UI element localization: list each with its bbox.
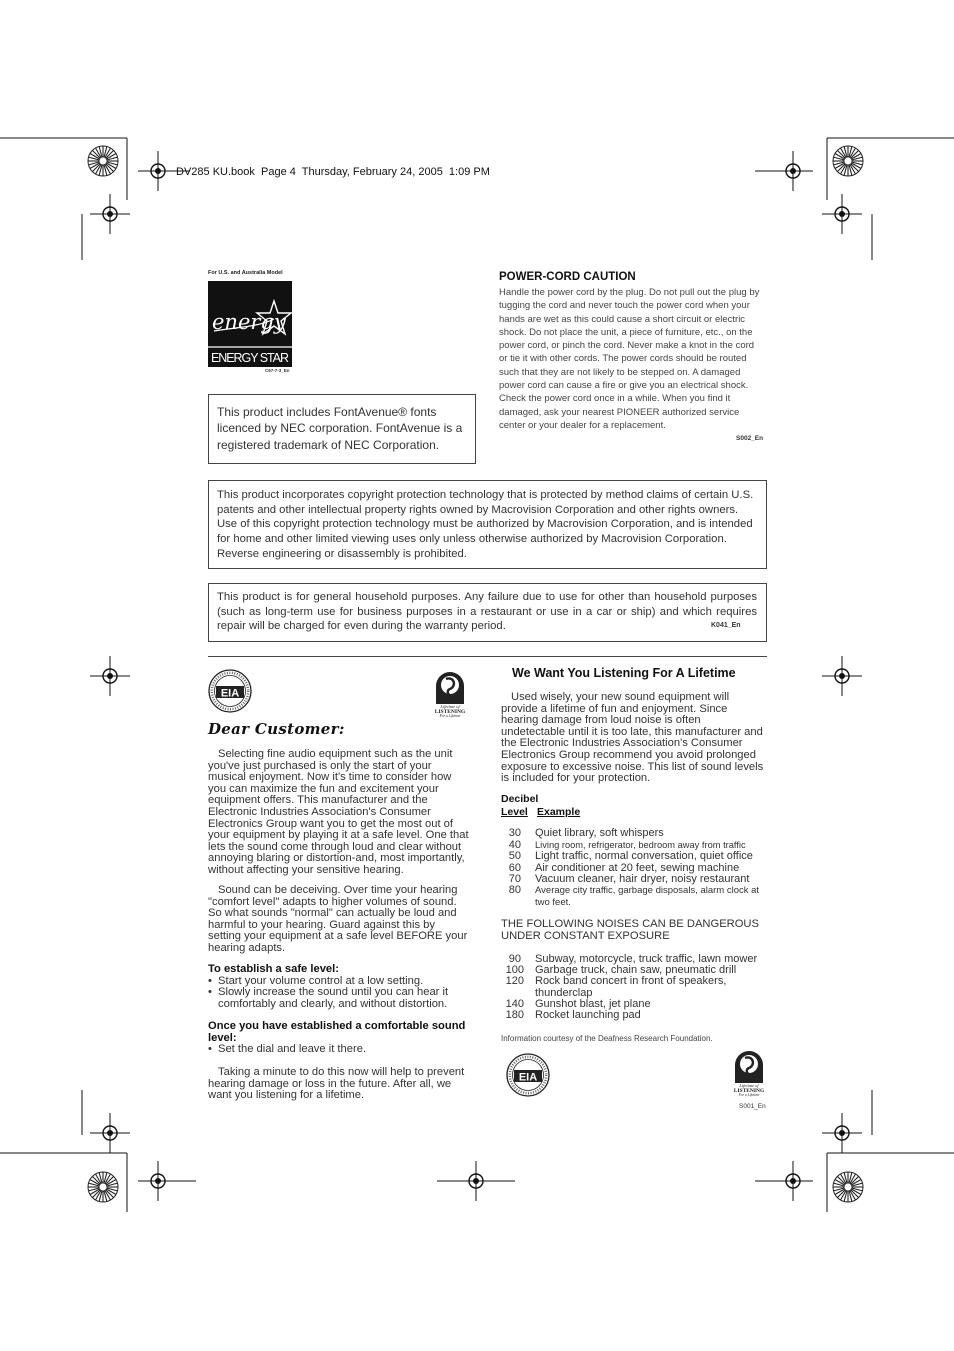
danger-level: 90 <box>508 953 521 965</box>
danger-example: Garbage truck, chain saw, pneumatic drill <box>535 964 737 976</box>
household-notice-text: This product is for general household purposes. Any failure due to use for other than household purposes (such as long-term use for business purposes in a restaurant or use in a car or ship) and which requires repair will be charged for even during the warranty period. <box>217 591 757 633</box>
book-info-line: DV285 KU.book Page 4 Thursday, February 24, 2005 1:09 PM <box>176 166 490 178</box>
decibel-example: Light traffic, normal conversation, quiet office <box>535 850 753 862</box>
safe-level-item-text: Slowly increase the sound until you can hear it comfortably and clearly, and without distortion. <box>218 986 449 1010</box>
dear-paragraph-1: Selecting fine audio equipment such as the unit you've just purchased is only the start of your musical enjoyment. Now it's time to consider how you can maximize the fun and excitement your equipment offers. This manufacturer and the Electronic Industries Association's Consumer Electronics Group want you to get the most out of your equipment by playing it at a safe level. One that lets the sound come through loud and clear without annoying blaring or distortion-and, most importantly, without affecting your sensitive hearing. <box>208 748 469 876</box>
listening-main-text: LISTENING <box>434 709 466 715</box>
listening-main-text: LISTENING <box>733 1088 765 1094</box>
danger-level: 120 <box>505 975 524 987</box>
listening-bottom-text: For a Lifetime <box>738 1093 760 1097</box>
fontavenue-notice-box <box>208 394 476 464</box>
bullet: • <box>208 975 212 987</box>
listening-logo-bottom <box>731 1045 768 1097</box>
macrovision-notice-box <box>208 480 767 569</box>
fontavenue-notice-text: This product includes FontAvenue® fonts licenced by NEC corporation. FontAvenue is a registered trademark of NEC Corporation. <box>217 405 463 452</box>
safe-level-item-text: Start your volume control at a low setting. <box>218 975 424 987</box>
section-divider <box>208 656 767 657</box>
decibel-example: Air conditioner at 20 feet, sewing machine <box>535 862 740 874</box>
energy-code: C67-7-3_En <box>265 368 290 373</box>
decibel-example: Average city traffic, garbage disposals, alarm clock at two feet. <box>535 885 760 908</box>
eia-logo-text: EIA <box>220 687 240 700</box>
eia-logo-bottom <box>506 1053 550 1097</box>
bullet: • <box>208 986 212 998</box>
decibel-example: Quiet library, soft whispers <box>535 827 664 839</box>
model-note: For U.S. and Australia Model <box>208 270 283 276</box>
listening-bottom-text: For a Lifetime <box>439 714 461 718</box>
power-cord-code: S002_En <box>736 435 764 442</box>
comfortable-level-title: Once you have established a comfortable sound level: <box>208 1020 466 1044</box>
info-credit: Information courtesy of the Deafness Research Foundation. <box>501 1034 713 1043</box>
decibel-example: Vacuum cleaner, hair dryer, noisy restaurant <box>535 873 750 885</box>
power-cord-title: POWER-CORD CAUTION <box>499 271 636 283</box>
decibel-level: 30 <box>508 827 521 839</box>
danger-example: Gunshot blast, jet plane <box>535 998 651 1010</box>
example-column-header: Example <box>537 806 581 818</box>
level-column-header: Level <box>501 806 528 818</box>
danger-example: Rock band concert in front of speakers, thunderclap <box>535 975 727 999</box>
danger-example: Subway, motorcycle, truck traffic, lawn mower <box>535 953 758 965</box>
power-cord-body: Handle the power cord by the plug. Do not pull out the plug by tugging the cord and never touch the power cord when your hands are wet as this could cause a short circuit or electric shock. Do not place the unit, a piece of furniture, etc., on the power cord, or pinch the cord. Never make a knot in the cord or tie it with other cords. The power cords should be routed such that they are not likely to be stepped on. A damaged power cord can cause a fire or give you an electrical shock. Check the power cord once in a while. When you find it damaged, ask your nearest PIONEER authorized service center or your dealer for a replacement. <box>499 287 760 431</box>
energy-star-label: ENERGY STAR <box>211 351 289 365</box>
decibel-level: 80 <box>508 884 521 896</box>
energy-script-text: energy <box>212 310 286 334</box>
decibel-example: Living room, refrigerator, bedroom away from traffic <box>535 840 746 850</box>
safe-level-item-2 <box>208 987 470 1010</box>
macrovision-notice-text: This product incorporates copyright protection technology that is protected by method claims of certain U.S. patents and other intellectual property rights owned by Macrovision Corporation and other rights owners. Use of this copyright protection technology must be authorized by Macrovision Corporation, and is intended for home and other limited viewing uses only unless otherwise authorized by Macrovision Corporation. Reverse engineering or disassembly is prohibited. <box>217 489 754 560</box>
danger-example: Rocket launching pad <box>535 1009 641 1021</box>
dear-customer-heading: Dear Customer: <box>208 720 345 738</box>
danger-level: 100 <box>505 964 524 976</box>
safe-level-title: To establish a safe level: <box>208 963 339 975</box>
danger-heading: THE FOLLOWING NOISES CAN BE DANGEROUS UNDER CONSTANT EXPOSURE <box>501 918 759 942</box>
comfortable-level-item-text: Set the dial and leave it there. <box>218 1043 367 1055</box>
decibel-level: 50 <box>508 850 521 862</box>
comfortable-level-item-1 <box>208 1044 470 1056</box>
household-notice-box <box>208 583 767 642</box>
decibel-level: 60 <box>508 862 521 874</box>
listening-top-text: Lifetime of <box>440 704 460 709</box>
lifetime-code: S001_En <box>739 1103 766 1110</box>
energy-star-logo <box>208 281 292 367</box>
listening-top-text: Lifetime of <box>739 1083 759 1088</box>
bullet: • <box>208 1043 212 1055</box>
decibel-column-header: Decibel <box>501 793 539 805</box>
eia-logo <box>208 669 252 713</box>
danger-level: 140 <box>505 998 524 1010</box>
decibel-level: 70 <box>508 873 521 885</box>
lifetime-title: We Want You Listening For A Lifetime <box>512 666 736 680</box>
decibel-level: 40 <box>508 839 521 851</box>
lifetime-intro: Used wisely, your new sound equipment will provide a lifetime of fun and enjoyment. Since hearing damage from loud noise is often undetectable until it is too late, this manufacturer and the Electronic Industries Association's Consumer Electronics Group recommend you avoid prolonged exposure to excessive noise. This list of sound levels is included for your protection. <box>501 691 764 785</box>
listening-logo <box>432 666 469 718</box>
household-code: K041_En <box>711 622 741 629</box>
eia-logo-text: EIA <box>518 1071 538 1084</box>
danger-level: 180 <box>505 1009 524 1021</box>
dear-paragraph-2: Sound can be deceiving. Over time your hearing "comfort level" adapts to higher volumes of sound. So what sounds "normal" can actually be loud and harmful to your hearing. Guard against this by setting your equipment at a safe level BEFORE your hearing adapts. <box>208 884 468 954</box>
dear-paragraph-3: Taking a minute to do this now will help to prevent hearing damage or loss in the future. After all, we want you listening for a lifetime. <box>208 1066 465 1102</box>
